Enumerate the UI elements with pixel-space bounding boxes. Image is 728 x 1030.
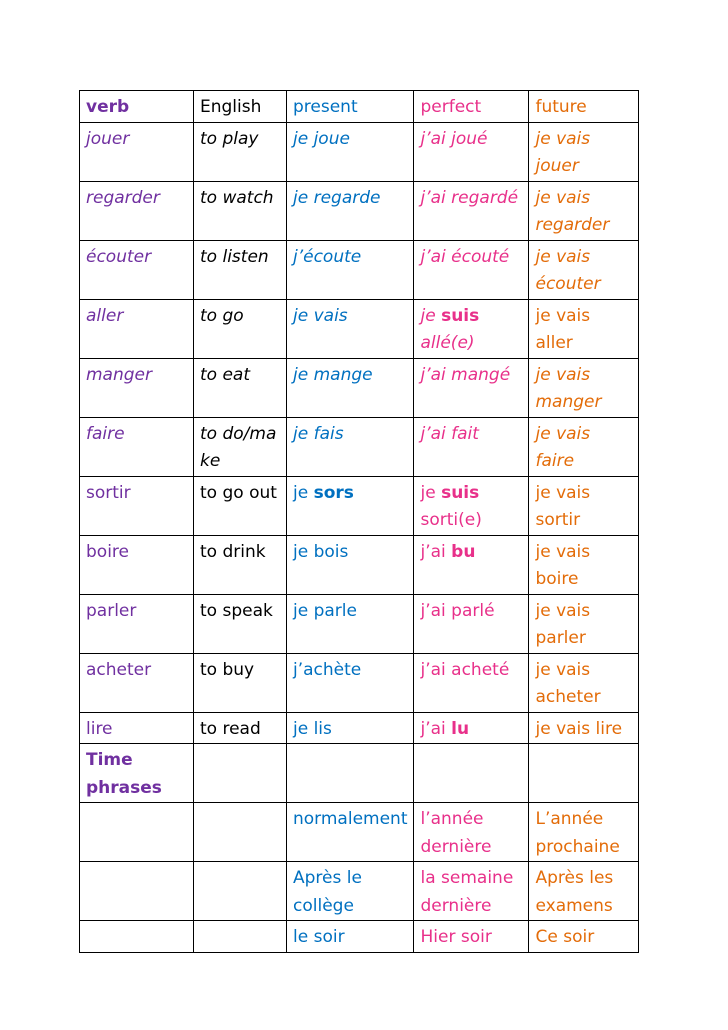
english-cell: to go (194, 299, 287, 358)
perfect-prefix: j’ai (420, 718, 452, 739)
future-cell: je vais sortir (529, 476, 639, 535)
table-row (80, 358, 639, 417)
time-phrase-row (80, 803, 639, 862)
future-cell: je vais aller (529, 299, 639, 358)
time-phrase-row (80, 921, 639, 953)
verb-cell: écouter (80, 240, 194, 299)
table-row (80, 535, 639, 594)
english-cell: to speak (194, 594, 287, 653)
perfect-cell: j’ai regardé (414, 181, 529, 240)
verb-cell: faire (80, 417, 194, 476)
present-cell: je regarde (287, 181, 414, 240)
perfect-cell (414, 476, 529, 535)
english-cell: to buy (194, 653, 287, 712)
future-cell: je vais faire (529, 417, 639, 476)
table-row (80, 122, 639, 181)
present-cell: je joue (287, 122, 414, 181)
verb-cell: acheter (80, 653, 194, 712)
table-row (80, 417, 639, 476)
perfect-cell (414, 535, 529, 594)
empty-cell (194, 862, 287, 921)
perfect-prefix: je (420, 305, 442, 326)
table-row (80, 476, 639, 535)
table-row (80, 653, 639, 712)
empty-cell (287, 744, 414, 803)
perfect-cell: j’ai parlé (414, 594, 529, 653)
table-row (80, 240, 639, 299)
perfect-auxiliary: suis (441, 482, 480, 503)
time-phrases-label: Time phrases (80, 744, 194, 803)
future-phrase: Ce soir (529, 921, 639, 953)
perfect-prefix: je (420, 482, 442, 503)
future-cell: je vais boire (529, 535, 639, 594)
header-verb: verb (80, 91, 194, 123)
perfect-phrase: la semaine dernière (414, 862, 529, 921)
present-cell: j’écoute (287, 240, 414, 299)
english-cell: to go out (194, 476, 287, 535)
perfect-suffix: sorti(e) (420, 510, 482, 530)
future-cell: je vais lire (529, 712, 639, 744)
time-phrase-row (80, 862, 639, 921)
verb-cell: aller (80, 299, 194, 358)
perfect-cell (414, 712, 529, 744)
present-phrase: le soir (287, 921, 414, 953)
present-cell: j’achète (287, 653, 414, 712)
future-phrase: Après les examens (529, 862, 639, 921)
table-row (80, 299, 639, 358)
present-cell: je parle (287, 594, 414, 653)
present-cell: je mange (287, 358, 414, 417)
perfect-cell: j’ai fait (414, 417, 529, 476)
verb-cell: parler (80, 594, 194, 653)
verb-cell: jouer (80, 122, 194, 181)
perfect-phrase: l’année dernière (414, 803, 529, 862)
verb-cell: regarder (80, 181, 194, 240)
future-cell: je vais regarder (529, 181, 639, 240)
table-row (80, 712, 639, 744)
english-cell: to drink (194, 535, 287, 594)
empty-cell (80, 803, 194, 862)
future-cell: je vais parler (529, 594, 639, 653)
verb-cell: manger (80, 358, 194, 417)
english-cell: to watch (194, 181, 287, 240)
present-cell (287, 476, 414, 535)
table-row (80, 594, 639, 653)
perfect-suffix: allé(e) (420, 333, 475, 353)
header-present: present (287, 91, 414, 123)
time-phrases-header-row (80, 744, 639, 803)
present-phrase: Après le collège (287, 862, 414, 921)
future-cell: je vais jouer (529, 122, 639, 181)
perfect-auxiliary: suis (441, 305, 480, 326)
present-phrase: normalement (287, 803, 414, 862)
perfect-cell: j’ai écouté (414, 240, 529, 299)
present-prefix: je (293, 482, 314, 503)
perfect-phrase: Hier soir (414, 921, 529, 953)
perfect-cell: j’ai acheté (414, 653, 529, 712)
empty-cell (80, 862, 194, 921)
present-cell: je lis (287, 712, 414, 744)
empty-cell (194, 803, 287, 862)
perfect-participle: bu (451, 541, 476, 562)
future-cell: je vais manger (529, 358, 639, 417)
header-english: English (194, 91, 287, 123)
future-cell: je vais acheter (529, 653, 639, 712)
verb-cell: lire (80, 712, 194, 744)
future-phrase: L’année prochaine (529, 803, 639, 862)
perfect-cell (414, 299, 529, 358)
header-future: future (529, 91, 639, 123)
perfect-cell: j’ai mangé (414, 358, 529, 417)
verb-cell: sortir (80, 476, 194, 535)
english-cell: to read (194, 712, 287, 744)
present-cell: je bois (287, 535, 414, 594)
perfect-cell: j’ai joué (414, 122, 529, 181)
english-cell: to listen (194, 240, 287, 299)
future-cell: je vais écouter (529, 240, 639, 299)
perfect-prefix: j’ai (420, 541, 452, 562)
header-perfect: perfect (414, 91, 529, 123)
verb-cell: boire (80, 535, 194, 594)
english-cell: to play (194, 122, 287, 181)
perfect-participle: lu (451, 718, 470, 739)
table-row (80, 181, 639, 240)
empty-cell (414, 744, 529, 803)
english-cell: to do/make (194, 417, 287, 476)
present-cell: je vais (287, 299, 414, 358)
empty-cell (194, 921, 287, 953)
verb-table (79, 90, 639, 953)
present-cell: je fais (287, 417, 414, 476)
present-irregular: sors (313, 482, 354, 503)
empty-cell (194, 744, 287, 803)
empty-cell (529, 744, 639, 803)
header-row (80, 91, 639, 123)
empty-cell (80, 921, 194, 953)
english-cell: to eat (194, 358, 287, 417)
